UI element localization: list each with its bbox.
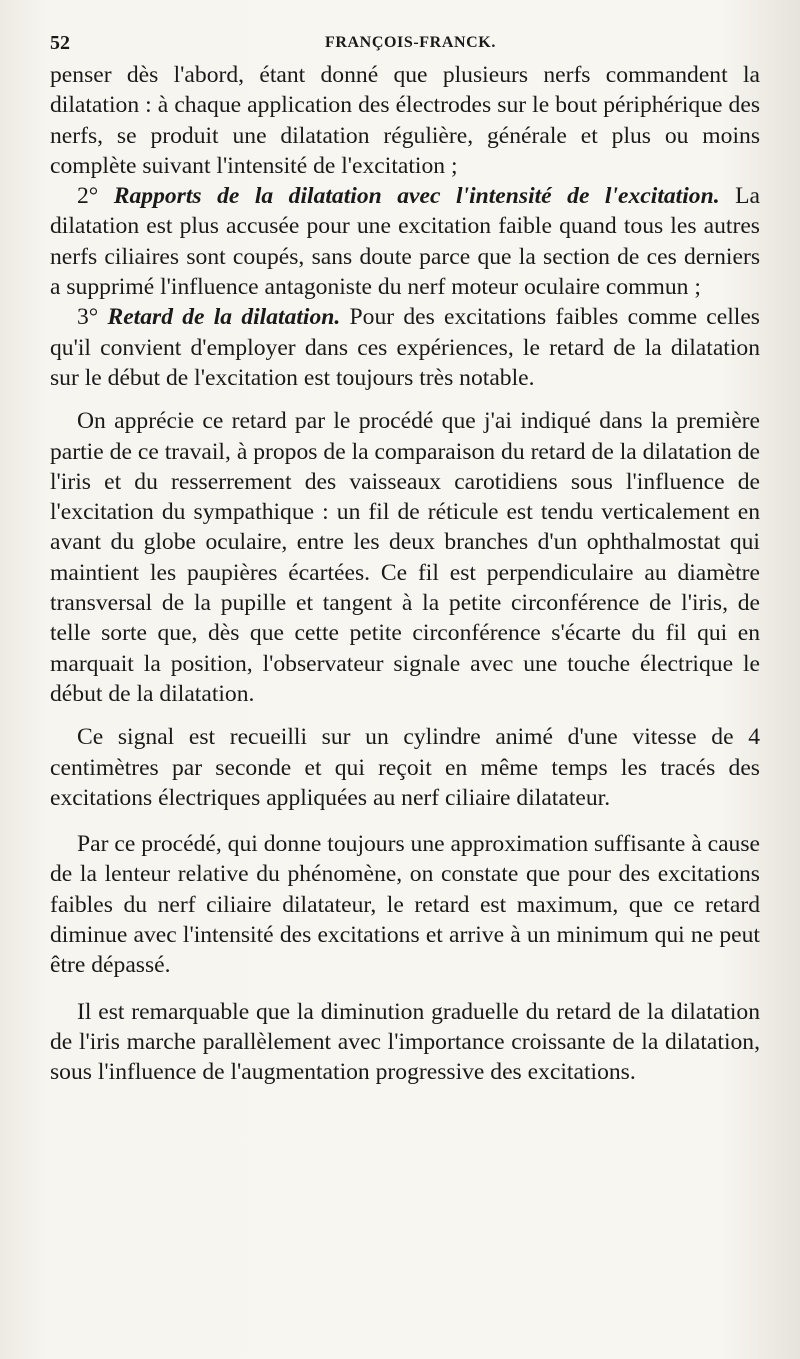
paragraph-text: Pour des excitations faibles comme celles qu'il convient d'employer dans ces expériences, le retard de la dilatation sur le début de l'excitation est toujours très notable. (50, 304, 760, 391)
paragraph-text: La dilatation est plus accusée pour une excitation faible quand tous les autres nerfs ciliaires sont coupés, sans doute parce que la section de ces derniers a supprimé l'influence antagoniste du nerf moteur oculaire commun ; (50, 183, 760, 301)
paragraph-text: On apprécie ce retard par le procédé que j'ai indiqué dans la première partie de ce travail, à propos de la comparaison du retard de la dilatation de l'iris et du resserrement des vaisseaux carotidiens sous l'influence de l'excitation du sympathique : un fil de réticule est tendu verticalement en avant du globe oculaire, entre les deux branches d'un ophthalmostat qui maintient les paupières écartées. Ce fil est perpendiculaire au diamètre transversal de la pupille et tangent à la petite circonférence de l'iris, de telle sorte que, dès que cette petite circonférence s'écarte du fil qui en marquait la position, l'observateur signale avec une touche électrique le début de la dilatation. (50, 408, 760, 707)
running-head-author: FRANÇOIS-FRANCK. (325, 34, 496, 51)
paragraph (50, 406, 760, 709)
paragraph-text: penser dès l'abord, étant donné que plusieurs nerfs commandent la dilatation : à chaque application des électrodes sur le bout périphérique des nerfs, se produit une dilatation régulière, générale et plus ou moins complète suivant l'intensité de l'excitation ; (50, 62, 760, 179)
running-head (50, 32, 760, 56)
section-number: 2° (77, 183, 99, 210)
page-number: 52 (50, 32, 70, 54)
section-heading: Rapports de la dilatation avec l'intensité de l'excitation. (113, 183, 720, 210)
body-text (50, 60, 760, 1088)
paragraph (50, 722, 760, 813)
paragraph-text: Par ce procédé, qui donne toujours une approximation suffisante à cause de la lenteur relative du phénomène, on constate que pour des excitations faibles du nerf ciliaire dilatateur, le retard est maximum, que ce retard diminue avec l'intensité des excitations et arrive à un minimum qui ne peut être dépassé. (50, 831, 760, 979)
section-heading: Retard de la dilatation. (107, 304, 341, 331)
paragraph-continuation (50, 60, 760, 181)
paragraph-text: Il est remarquable que la diminution graduelle du retard de la dilatation de l'iris marche parallèlement avec l'importance croissante de la dilatation, sous l'influence de l'augmentation progressive des excitations. (50, 998, 760, 1086)
paragraph (50, 829, 760, 980)
section-number: 3° (77, 304, 99, 331)
paragraph-section-2 (50, 181, 760, 302)
paragraph (50, 997, 760, 1088)
paragraph-section-3 (50, 302, 760, 393)
paragraph-text: Ce signal est recueilli sur un cylindre animé d'une vitesse de 4 centimètres par seconde et qui reçoit en même temps les tracés des excitations électriques appliquées au nerf ciliaire dilatateur. (50, 724, 760, 811)
